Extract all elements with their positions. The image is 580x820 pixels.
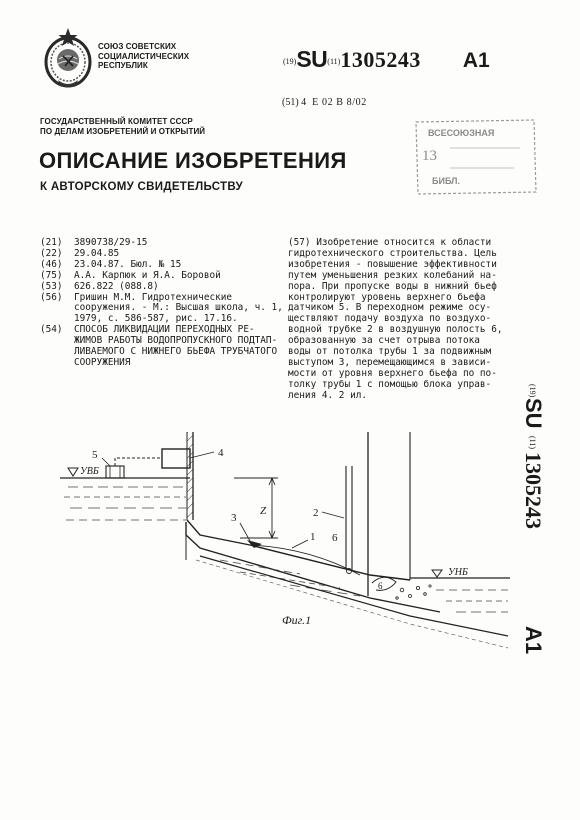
z-label: Z xyxy=(260,505,267,517)
biblio-text: СООРУЖЕНИЯ xyxy=(74,356,131,368)
abstract-line: (57) Изобретение относится к области xyxy=(288,237,492,248)
inid-code-11: (11) xyxy=(327,57,341,66)
inid-code: (53) xyxy=(40,280,63,292)
committee-line: ГОСУДАРСТВЕННЫЙ КОМИТЕТ СССР xyxy=(40,117,193,126)
vertical-country: SU xyxy=(521,398,546,429)
country-code: SU xyxy=(296,46,328,72)
abstract-line: образованную за счет отрыва потока xyxy=(288,335,480,347)
vertical-kind: A1 xyxy=(521,626,546,655)
inid-code: (46) xyxy=(40,258,63,270)
abstract-line: изобретения - повышение эффективности xyxy=(288,258,497,270)
level-sensor-5 xyxy=(106,458,162,478)
document-subtitle: К АВТОРСКОМУ СВИДЕТЕЛЬСТВУ xyxy=(40,181,243,193)
country-line: СОЦИАЛИСТИЧЕСКИХ xyxy=(98,51,190,61)
inid-code-19: (19) xyxy=(283,57,297,66)
label-6-outlet: 6 xyxy=(378,581,383,591)
inid-code: (21) xyxy=(40,237,63,248)
country-line: РЕСПУБЛИК xyxy=(98,61,148,70)
biblio-text: 3890738/29-15 xyxy=(74,237,148,248)
biblio-text: 626.822 (088.8) xyxy=(74,280,159,292)
inid-code: (22) xyxy=(40,247,63,259)
abstract-line: путем уменьшения резких колебаний на- xyxy=(288,269,497,281)
inid-code: (54) xyxy=(40,324,63,336)
kind-code: A1 xyxy=(462,49,490,72)
air-tube-2 xyxy=(346,466,352,574)
biblio-text: сооружения. - М.: Высшая школа, ч. 1, xyxy=(74,302,283,314)
label-4: 4 xyxy=(218,447,224,459)
vertical-number: 1305243 xyxy=(521,452,546,529)
country-line: СОЮЗ СОВЕТСКИХ xyxy=(98,42,177,51)
abstract-line: датчиком 5. В переходном режиме осу- xyxy=(288,302,492,314)
ipc-class: E 02 B 8/02 xyxy=(312,97,367,108)
figure-caption: Фиг.1 xyxy=(282,613,312,627)
abstract-line: гидротехнического строительства. Цель xyxy=(288,247,497,259)
biblio-text: 1979, с. 586-587, рис. 17.16. xyxy=(74,313,238,325)
biblio-text: СПОСОБ ЛИКВИДАЦИИ ПЕРЕХОДНЫХ РЕ- xyxy=(74,324,255,336)
control-block-4 xyxy=(162,449,190,468)
pipe-water xyxy=(220,560,360,596)
abstract-line: ления 4. 2 ил. xyxy=(288,389,368,401)
head-dimension-z xyxy=(234,478,278,538)
label-2: 2 xyxy=(313,507,319,519)
abstract-line: выступом 3, перемещающимся в зависи- xyxy=(288,356,492,368)
inid-code: (56) xyxy=(40,291,63,303)
biblio-text: ЛИВАЕМОГО С НИЖНЕГО БЬЕФА ТРУБЧАТОГО xyxy=(74,346,278,358)
abstract-line: толку трубы 1 с помощью блока управ- xyxy=(288,378,492,390)
biblio-text: 23.04.87. Бюл. № 15 xyxy=(74,258,182,270)
stamp-line: ВСЕСОЮЗНАЯ xyxy=(428,128,495,138)
patent-number: 1305243 xyxy=(340,47,421,72)
unb-label: УНБ xyxy=(448,567,468,578)
label-6-air-cavity: 6 xyxy=(332,532,338,544)
upstream-level-marker xyxy=(68,468,78,476)
biblio-text: Гришин М.М. Гидротехнические xyxy=(74,291,233,303)
label-3: 3 xyxy=(231,512,237,524)
vertical-inid-19: (19) xyxy=(528,384,537,398)
committee-line: ПО ДЕЛАМ ИЗОБРЕТЕНИЙ И ОТКРЫТИЙ xyxy=(40,126,206,136)
biblio-text: ЖИМОВ РАБОТЫ ВОДОПРОПУСКНОГО ПОДТАП- xyxy=(74,335,278,347)
upstream-water xyxy=(60,478,190,520)
uvb-label: УВБ xyxy=(80,466,99,477)
abstract-line: ществляют подачу воздуха по воздухо- xyxy=(288,313,492,325)
vertical-inid-11: (11) xyxy=(528,436,537,450)
label-1: 1 xyxy=(310,531,316,543)
abstract-line: воды от потолка трубы 1 за подвижным xyxy=(288,346,492,358)
inid-code: (75) xyxy=(40,269,63,281)
downstream-level-marker xyxy=(432,570,442,577)
biblio-text: 29.04.85 xyxy=(74,247,120,259)
abstract-line: пора. При пропуске воды в нижний бьеф xyxy=(288,280,497,292)
abstract-line: мости от уровня верхнего бьефа по по- xyxy=(288,367,497,379)
biblio-text: А.А. Карпюк и Я.А. Боровой xyxy=(74,269,221,281)
stamp-line: БИБЛ. xyxy=(432,176,460,186)
abstract-line: контролируют уровень верхнего бьефа xyxy=(288,291,486,303)
outlet-vortex xyxy=(372,577,396,590)
ipc-code-label: (51) 4 xyxy=(282,97,307,108)
air-bubbles xyxy=(396,585,431,599)
label-5: 5 xyxy=(92,449,98,461)
dam-wall xyxy=(187,432,193,520)
document-title: ОПИСАНИЕ ИЗОБРЕТЕНИЯ xyxy=(39,148,347,173)
stamp-line: 13 xyxy=(422,148,437,164)
abstract-line: водной трубке 2 в воздушную полость 6, xyxy=(288,324,503,336)
vertical-publication-number xyxy=(500,384,560,674)
